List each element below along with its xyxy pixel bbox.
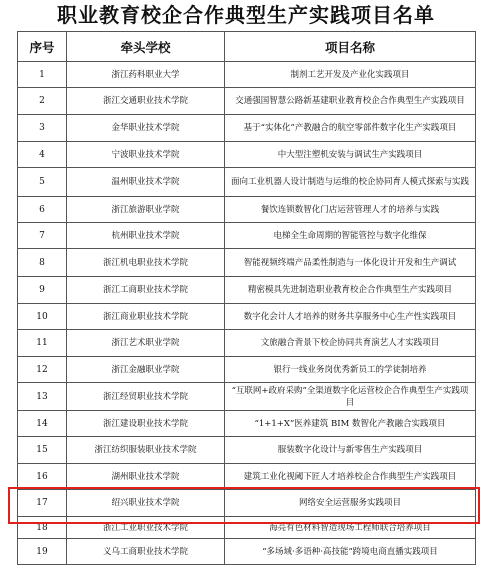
row-index: 12 (18, 357, 67, 383)
row-project: 餐饮连锁数智化门店运营管理人才的培养与实践 (225, 197, 476, 223)
row-project: 银行一线业务岗优秀新员工的学徒制培养 (225, 357, 476, 383)
row-index: 11 (18, 330, 67, 357)
document-title: 职业教育校企合作典型生产实践项目名单 (57, 3, 435, 27)
table-row (18, 197, 476, 223)
row-school: 温州职业技术学院 (67, 168, 225, 197)
table-row (18, 437, 476, 464)
row-index: 5 (18, 168, 67, 197)
table-row (18, 517, 476, 539)
row-project: 电梯全生命周期的智能管控与数字化维保 (225, 223, 476, 249)
row-school: 浙江药科职业大学 (67, 62, 225, 88)
row-index: 3 (18, 115, 67, 142)
row-index: 9 (18, 277, 67, 304)
row-project: 面向工业机器人设计制造与运维的校企协同育人模式探索与实践 (225, 168, 476, 197)
table-row (18, 357, 476, 383)
row-school: 宁波职业技术学院 (67, 142, 225, 168)
table-row (18, 142, 476, 168)
row-school: 浙江工商职业技术学院 (67, 277, 225, 304)
row-project: 精密模具先进制造职业教育校企合作典型生产实践项目 (225, 277, 476, 304)
row-school: 浙江建设职业技术学院 (67, 411, 225, 437)
row-project: 服装数字化设计与新零售生产实践项目 (225, 437, 476, 464)
row-project: 数字化会计人才培养的财务共享服务中心生产性实践项目 (225, 304, 476, 330)
row-project: 网络安全运营服务实践项目 (225, 490, 476, 517)
row-index: 13 (18, 383, 67, 411)
row-index: 19 (18, 539, 67, 565)
row-project: “互联网+政府采购”全渠道数字化运营校企合作典型生产实践项目 (225, 383, 476, 411)
row-project: 海亮有色材料智造现场工程师联合培养项目 (225, 517, 476, 539)
row-index: 17 (18, 490, 67, 517)
table-row (18, 223, 476, 249)
table-header-row (18, 32, 476, 62)
row-index: 2 (18, 88, 67, 115)
row-project: “1+1+X”医养建筑 BIM 数智化产教融合实践项目 (225, 411, 476, 437)
row-project: 交通强国智慧公路新基建职业教育校企合作典型生产实践项目 (225, 88, 476, 115)
row-project: 基于“实体化”产教融合的航空零部件数字化生产实践项目 (225, 115, 476, 142)
row-project: “多场域·多语种·高技能”跨境电商直播实践项目 (225, 539, 476, 565)
row-index: 15 (18, 437, 67, 464)
row-project: 文旅融合背景下校企协同共育演艺人才实践项目 (225, 330, 476, 357)
row-school: 浙江纺织服装职业技术学院 (67, 437, 225, 464)
row-school: 浙江商业职业技术学院 (67, 304, 225, 330)
table-row (18, 383, 476, 411)
row-index: 1 (18, 62, 67, 88)
row-project: 制剂工艺开发及产业化实践项目 (225, 62, 476, 88)
row-school: 绍兴职业技术学院 (67, 490, 225, 517)
row-project: 中大型注塑机安装与调试生产实践项目 (225, 142, 476, 168)
row-index: 18 (18, 517, 67, 539)
table-row (18, 249, 476, 277)
row-index: 16 (18, 464, 67, 490)
row-school: 金华职业技术学院 (67, 115, 225, 142)
table-row (18, 168, 476, 197)
table-row (18, 88, 476, 115)
project-table (17, 31, 476, 565)
table-row (18, 115, 476, 142)
row-project: 智能视频终端产品柔性制造与一体化设计开发和生产调试 (225, 249, 476, 277)
row-index: 8 (18, 249, 67, 277)
row-project: 建筑工业化视阈下匠人才培养校企合作典型生产实践项目 (225, 464, 476, 490)
row-school: 湖州职业技术学院 (67, 464, 225, 490)
row-school: 浙江艺术职业学院 (67, 330, 225, 357)
row-index: 14 (18, 411, 67, 437)
table-row (18, 539, 476, 565)
row-index: 6 (18, 197, 67, 223)
row-school: 浙江金融职业学院 (67, 357, 225, 383)
row-school: 浙江交通职业技术学院 (67, 88, 225, 115)
table-row (18, 304, 476, 330)
row-school: 浙江机电职业技术学院 (67, 249, 225, 277)
table-row (18, 62, 476, 88)
header-index: 序号 (18, 32, 67, 62)
table-row (18, 464, 476, 490)
table-row (18, 330, 476, 357)
row-index: 10 (18, 304, 67, 330)
row-school: 义乌工商职业技术学院 (67, 539, 225, 565)
row-index: 4 (18, 142, 67, 168)
header-project: 项目名称 (225, 32, 476, 62)
table-row-highlighted (18, 490, 476, 517)
table-row (18, 277, 476, 304)
row-school: 浙江旅游职业学院 (67, 197, 225, 223)
row-school: 浙江经贸职业技术学院 (67, 383, 225, 411)
row-school: 浙江工业职业技术学院 (67, 517, 225, 539)
row-index: 7 (18, 223, 67, 249)
row-school: 杭州职业技术学院 (67, 223, 225, 249)
table-row (18, 411, 476, 437)
header-school: 牵头学校 (67, 32, 225, 62)
